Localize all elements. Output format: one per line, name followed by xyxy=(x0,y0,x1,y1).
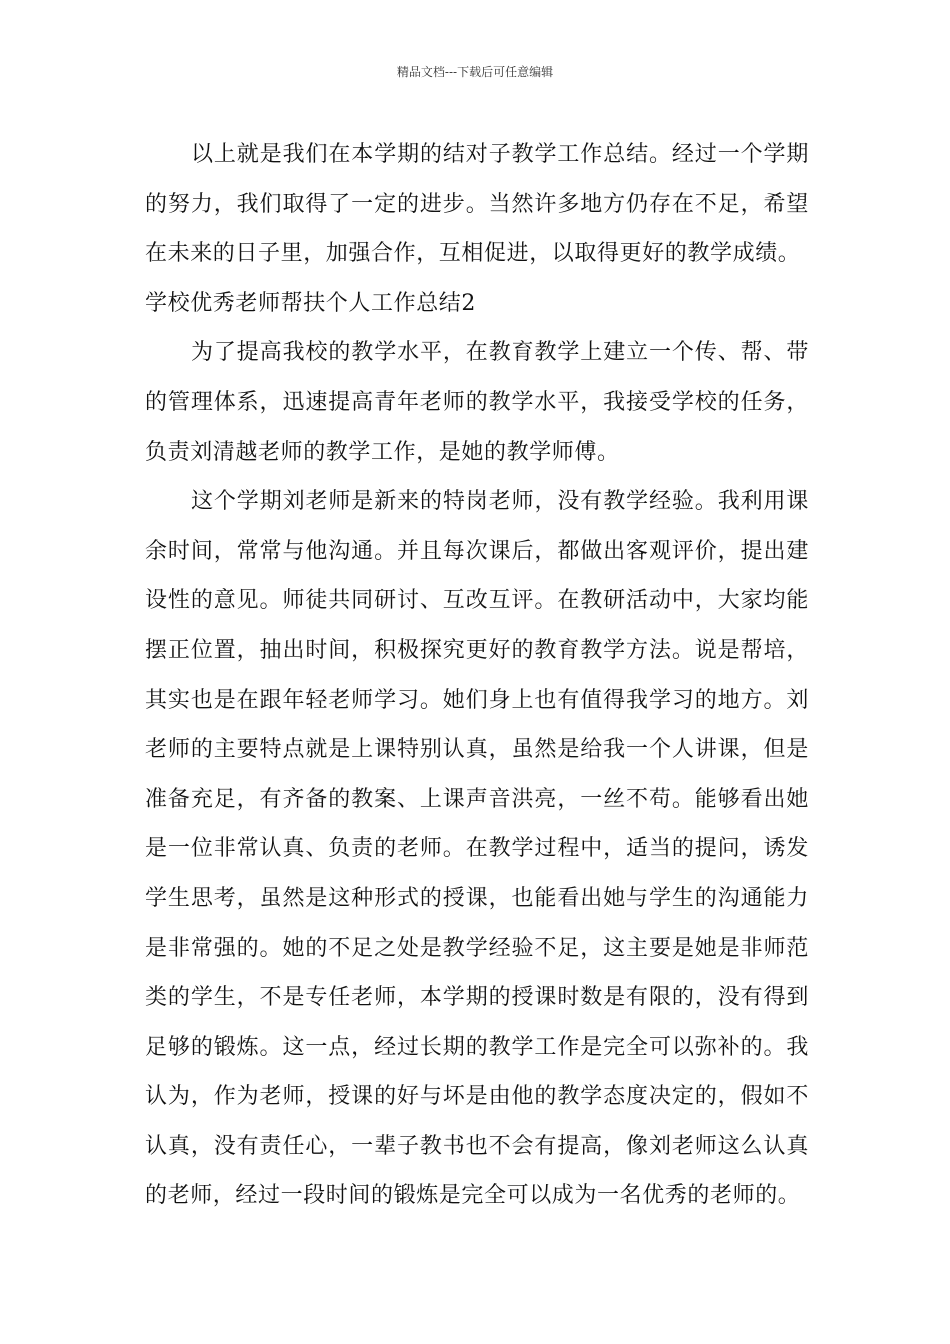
paragraph-summary: 以上就是我们在本学期的结对子教学工作总结。经过一个学期的努力，我们取得了一定的进步。当然许多地方仍存在不足，希望在未来的日子里，加强合作，互相促进，以取得更好的教学成绩。 xyxy=(145,142,809,267)
paragraph-intro: 为了提高我校的教学水平，在教育教学上建立一个传、帮、带的管理体系，迅速提高青年老师的教学水平，我接受学校的任务，负责刘清越老师的教学工作，是她的教学师傅。 xyxy=(145,340,809,465)
document-body xyxy=(145,130,809,1221)
section-title: 学校优秀老师帮扶个人工作总结2 xyxy=(145,290,476,316)
paragraph-main: 这个学期刘老师是新来的特岗老师，没有教学经验。我利用课余时间，常常与他沟通。并且每次课后，都做出客观评价，提出建设性的意见。师徒共同研讨、互改互评。在教研活动中，大家均能摆正位置，抽出时间，积极探究更好的教育教学方法。说是帮培，其实也是在跟年轻老师学习。她们身上也有值得我学习的地方。刘老师的主要特点就是上课特别认真，虽然是给我一个人讲课，但是准备充足，有齐备的教案、上课声音洪亮，一丝不苟。能够看出她是一位非常认真、负责的老师。在教学过程中，适当的提问，诱发学生思考，虽然是这种形式的授课，也能看出她与学生的沟通能力是非常强的。她的不足之处是教学经验不足，这主要是她是非师范类的学生，不是专任老师，本学期的授课时数是有限的，没有得到足够的锻炼。这一点，经过长期的教学工作是完全可以弥补的。我认为，作为老师，授课的好与坏是由他的教学态度决定的，假如不认真，没有责任心，一辈子教书也不会有提高，像刘老师这么认真的老师，经过一段时间的锻炼是完全可以成为一名优秀的老师的。 xyxy=(145,489,809,1209)
page-header: 精品文档---下载后可任意编辑 xyxy=(396,65,554,79)
